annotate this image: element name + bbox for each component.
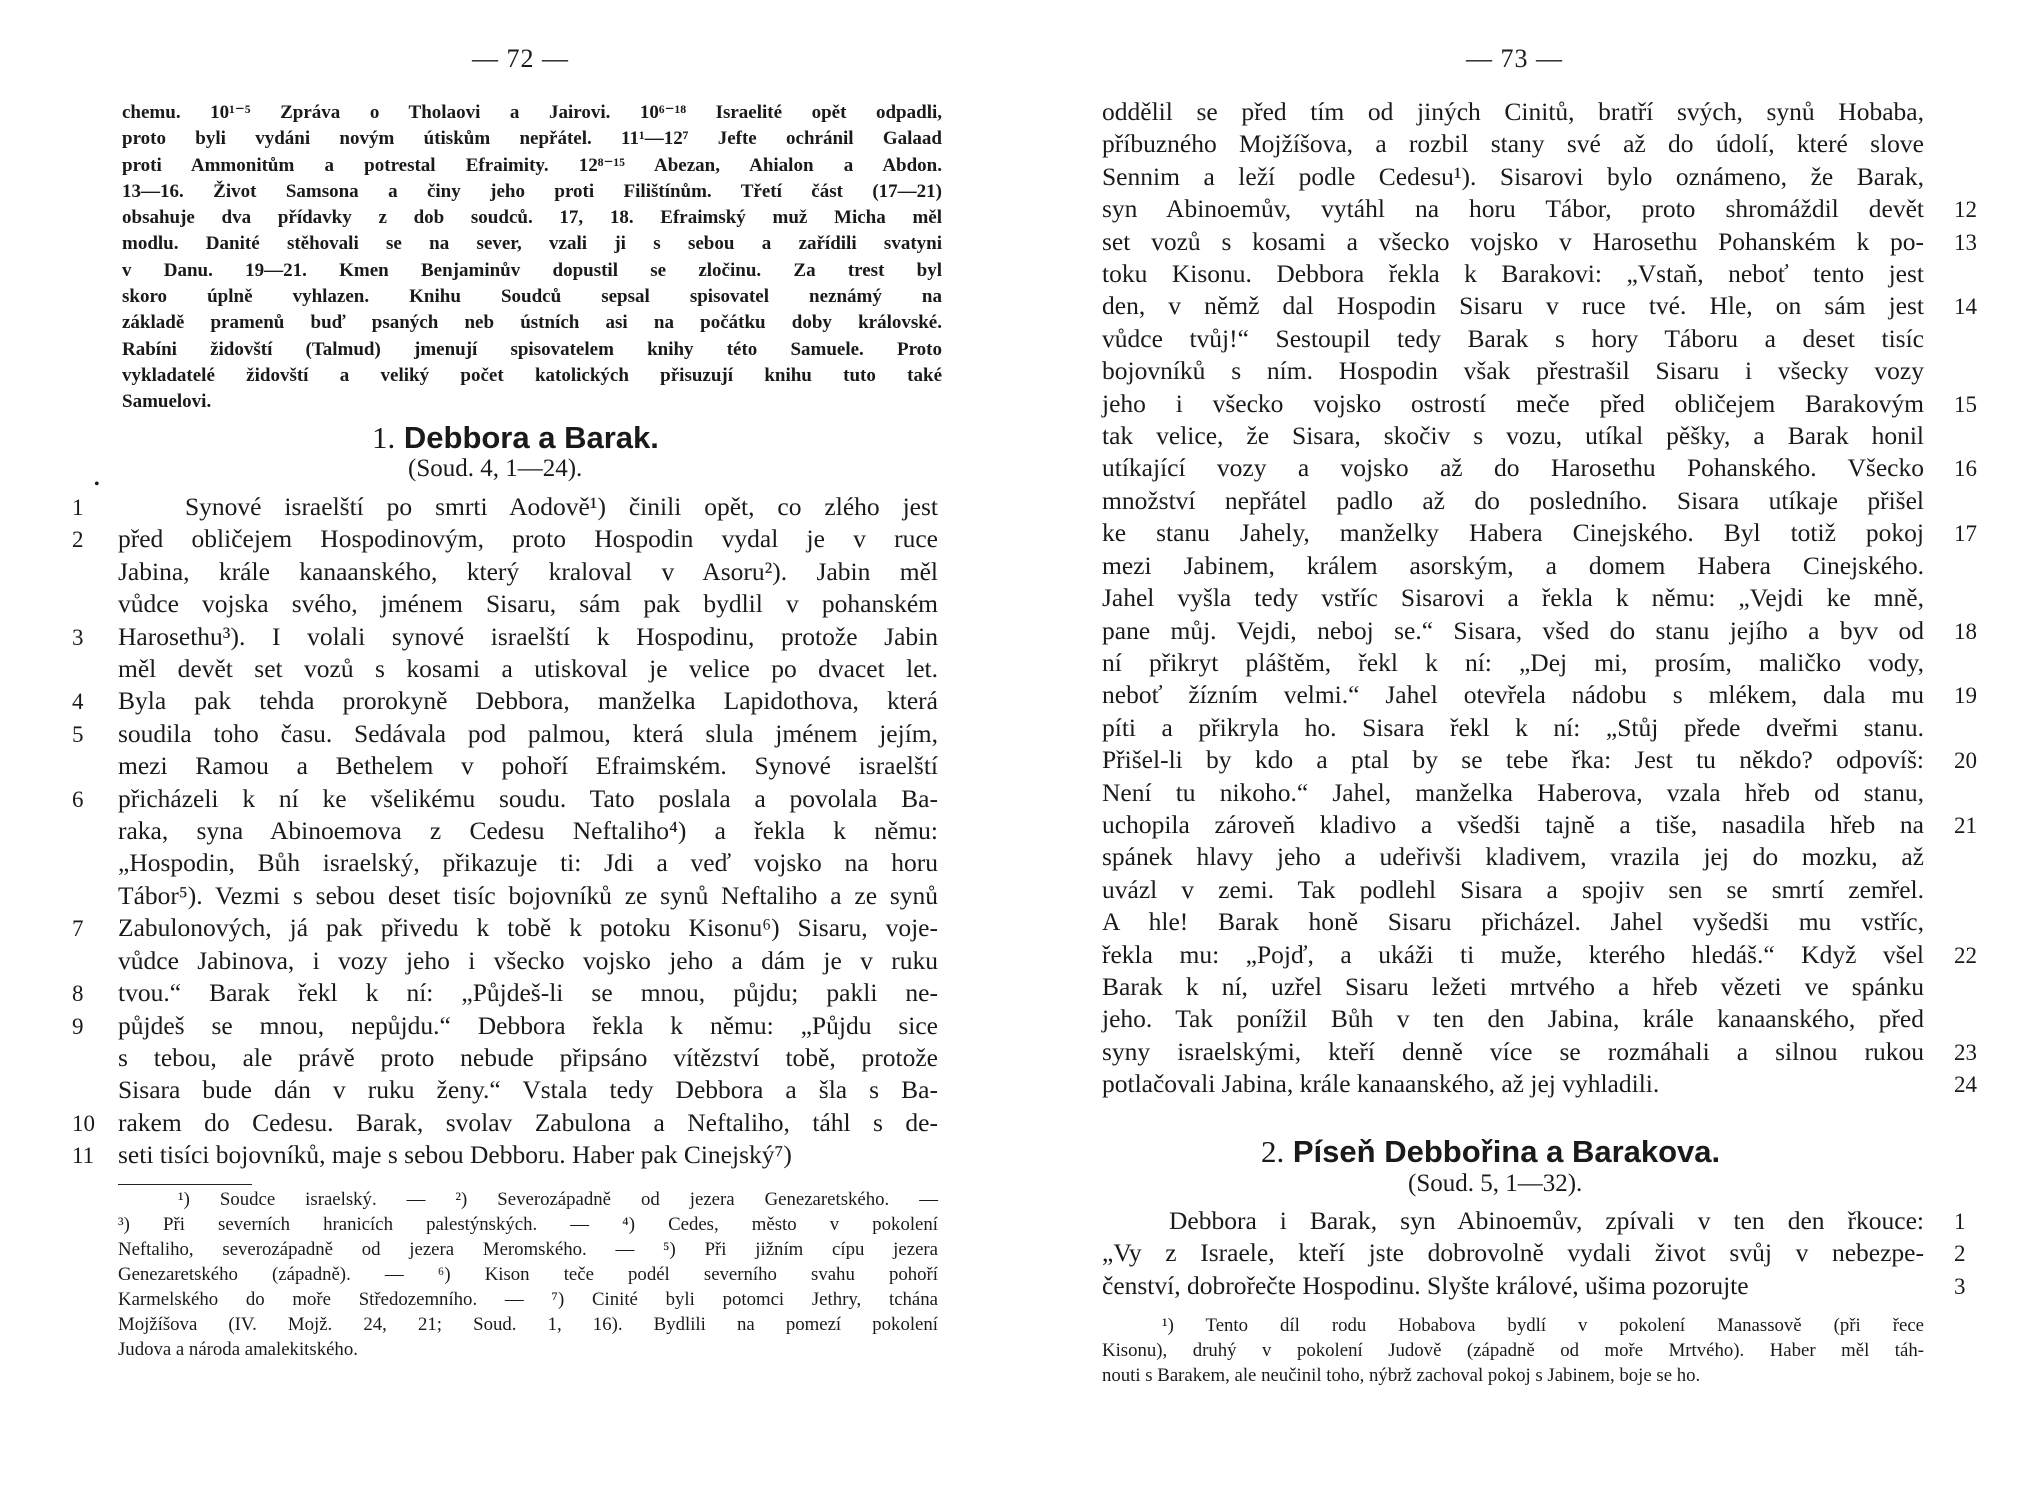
text-line: Mojžíšova (IV. Mojž. 24, 21; Soud. 1, 16). Bydlili na pomezí pokolení: [118, 1314, 938, 1335]
body-text: [72, 491, 938, 1172]
text-line: [1102, 1068, 1977, 1100]
verse-number: 20: [1954, 748, 1977, 774]
line-text: set vozů s kosami a všecko vojsko v Harosethu Pohanském k po-: [1102, 226, 1924, 256]
text-line: [1102, 841, 1924, 873]
text-line: [1102, 485, 1924, 517]
text-line: 13—16. Život Samsona a činy jeho proti Filištínům. Třetí část (17—21): [122, 180, 942, 202]
line-text: raka, syna Abinoemova z Cedesu Neftaliho⁴) a řekla k němu:: [118, 816, 938, 846]
body-text-song: [1102, 1205, 1966, 1302]
line-text: potlačovali Jabina, krále kanaanského, až jej vyhladili.: [1102, 1069, 1660, 1099]
text-line: skoro úplně vyhlazen. Knihu Soudců sepsal spisovatel neznámý na: [122, 286, 942, 308]
text-line: nouti s Barakem, ale neučinil toho, nýbrž zachoval pokoj s Jabinem, boje se ho.: [1102, 1365, 1701, 1386]
line-text: neboť žízním velmi.“ Jahel otevřela nádobu s mlékem, dala mu: [1102, 680, 1924, 710]
footnote-rule: [118, 1184, 252, 1185]
text-line: [72, 783, 938, 815]
margin-mark: •: [94, 476, 100, 493]
text-line: Kisonu), druhý v pokolení Judově (západně od moře Mrtvého). Haber měl táh-: [1102, 1340, 1924, 1361]
line-text: vůdce tvůj!“ Sestoupil tedy Barak s hory Táboru a deset tisíc: [1102, 323, 1924, 353]
verse-number: 3: [1954, 1273, 1966, 1299]
line-text: Jabina, krále kanaanského, který kraloval v Asoru²). Jabin měl: [118, 556, 938, 586]
line-text: Sennim a leží podle Cedesu¹). Sisarovi bylo oznámeno, že Barak,: [1102, 161, 1924, 191]
section-title: [372, 420, 659, 456]
verse-number: 5: [72, 721, 84, 747]
text-line: [72, 718, 938, 750]
line-text: Sisara bude dán v ruku ženy.“ Vstala tedy Debbora a šla s Ba-: [118, 1075, 938, 1105]
text-line: [1102, 517, 1977, 549]
verse-number: 1: [1954, 1209, 1966, 1234]
text-line: [118, 880, 938, 912]
text-line: [118, 556, 938, 588]
intro-summary: [122, 100, 942, 416]
line-text: Zabulonových, já pak přivedu k tobě k potoku Kisonu⁶) Sisaru, voje-: [118, 913, 938, 943]
verse-number: 2: [72, 527, 84, 553]
verse-number: 6: [72, 786, 84, 812]
line-text: Jahel vyšla tedy vstříc Sisarovi a řekla k němu: „Vejdi ke mně,: [1102, 583, 1924, 613]
text-line: [1102, 1237, 1966, 1269]
line-text: uvázl v zemi. Tak podlehl Sisara a spojiv sen se smrtí zemřel.: [1102, 874, 1924, 904]
verse-number: 4: [72, 689, 84, 715]
text-line: chemu. 10¹⁻⁵ Zpráva o Tholaovi a Jairovi. 10⁶⁻¹⁸ Israelité opět odpadli,: [122, 102, 942, 123]
text-line: [1102, 226, 1977, 258]
line-text: píti a přikryla ho. Sisara řekl k ní: „Stůj přede dveřmi stanu.: [1102, 712, 1924, 742]
line-text: mezi Ramou a Bethelem v pohoří Efraimském. Synové israelští: [118, 751, 938, 781]
verse-number: 23: [1954, 1039, 1977, 1065]
line-text: bojovníků s ním. Hospodin však přestrašil Sisaru i všecky vozy: [1102, 356, 1924, 386]
verse-number: 19: [1954, 683, 1977, 709]
line-text: utíkající vozy a vojsko až do Harosethu Pohanského. Všecko: [1102, 453, 1924, 483]
text-line: Rabíni židovští (Talmud) jmenují spisovatelem knihy této Samuele. Proto: [122, 338, 942, 360]
text-line: [1102, 420, 1924, 452]
text-line: [72, 912, 938, 944]
text-line: [1102, 452, 1977, 484]
text-line: [72, 621, 938, 653]
text-line: [1102, 971, 1924, 1003]
line-text: ní přikryt pláštěm, řekl k ní: „Dej mi, prosím, maličko vody,: [1102, 647, 1924, 677]
line-text: před obličejem Hospodinovým, proto Hospodin vydal je v ruce: [118, 524, 938, 554]
line-text: řekla mu: „Pojď, a ukáži ti muže, kterého hledáš.“ Když všel: [1102, 939, 1924, 969]
text-line: [1102, 355, 1924, 387]
text-line: [1102, 582, 1924, 614]
text-line: [1102, 679, 1977, 711]
verse-number: 18: [1954, 618, 1977, 644]
text-line: [1102, 1036, 1977, 1068]
section-reference: (Soud. 4, 1—24).: [408, 455, 583, 482]
text-line: modlu. Danité stěhovali se na sever, vzali ji s sebou a zařídili svatyni: [122, 233, 942, 255]
verse-number: 15: [1954, 391, 1977, 417]
text-line: základě pramenů buď psaných neb ústních asi na počátku doby královské.: [122, 312, 942, 334]
text-line: [1102, 388, 1977, 420]
verse-number: 10: [72, 1110, 95, 1136]
text-line: [1102, 290, 1977, 322]
page-number: — 72 —: [472, 44, 569, 73]
section-title-text: Debbora a Barak.: [403, 420, 659, 455]
text-line: proto byli vydáni novým útiskům nepřátel. 11¹—12⁷ Jefte ochránil Galaad: [122, 128, 942, 150]
text-line: vykladatelé židovští a veliký počet katolických přisuzují knihu tuto také: [122, 364, 942, 386]
line-text: Barak k ní, uzřel Sisaru ležeti mrtvého a hřeb vězeti ve spánku: [1102, 971, 1924, 1001]
verse-number: 11: [72, 1143, 95, 1169]
text-line: [1102, 712, 1924, 744]
text-line: ³) Při severních hranicích palestýnských. — ⁴) Cedes, město v pokolení: [118, 1214, 938, 1235]
section-title: [1261, 1134, 1720, 1170]
text-line: [118, 815, 938, 847]
verse-number: 9: [72, 1013, 84, 1039]
text-line: [1102, 939, 1977, 971]
line-text: A hle! Barak honě Sisaru přicházel. Jahel vyšedši mu vstříc,: [1102, 907, 1924, 937]
line-text: „Vy z Israele, kteří jste dobrovolně vydali život svůj v nebezpe-: [1102, 1238, 1924, 1268]
text-line: [1102, 128, 1924, 160]
line-text: soudila toho času. Sedávala pod palmou, která slula jménem jejím,: [118, 718, 938, 748]
text-line: [1102, 874, 1924, 906]
text-line: obsahuje dva přídavky z dob soudců. 17, 18. Efraimský muž Micha měl: [122, 207, 942, 229]
text-line: [1102, 647, 1924, 679]
line-text: „Hospodin, Bůh israelský, přikazuje ti: Jdi a veď vojsko na horu: [118, 848, 938, 878]
line-text: spánek hlavy jeho a udeřivši kladivem, vrazila jej do mozku, až: [1102, 842, 1924, 872]
text-line: [1102, 777, 1924, 809]
text-line: proti Ammonitům a potrestal Efraimity. 12⁸⁻¹⁵ Abezan, Ahialon a Abdon.: [122, 154, 942, 176]
footnotes: [1102, 1313, 1924, 1388]
line-text: mezi Jabinem, králem asorským, a domem Habera Cinejského.: [1102, 550, 1924, 580]
text-line: [72, 1010, 938, 1042]
verse-number: 24: [1954, 1072, 1977, 1098]
line-text: půjdeš se mnou, nepůjdu.“ Debbora řekla k němu: „Půjdu sice: [118, 1010, 938, 1040]
text-line: [1102, 1205, 1966, 1237]
text-line: [118, 1042, 938, 1074]
text-line: Neftaliho, severozápadně od jezera Meromského. — ⁵) Při jižním cípu jezera: [118, 1239, 938, 1260]
line-text: Není tu nikoho.“ Jahel, manželka Haberova, vzala hřeb od stanu,: [1102, 777, 1924, 807]
line-text: oddělil se před tím od jiných Cinitů, bratří svých, synů Hobaba,: [1102, 97, 1924, 126]
text-line: Judova a národa amalekitského.: [118, 1339, 358, 1360]
text-line: [118, 588, 938, 620]
text-line: [1102, 96, 1924, 128]
verse-number: 13: [1954, 229, 1977, 255]
text-line: [72, 685, 938, 717]
line-text: měl devět set vozů s kosami a utiskoval je velice po dvacet let.: [118, 654, 938, 684]
text-line: [1102, 744, 1977, 776]
text-line: ¹) Tento díl rodu Hobabova bydlí v pokolení Manassově (při řece: [1162, 1315, 1924, 1336]
verse-number: 12: [1954, 197, 1977, 223]
text-line: [1102, 193, 1977, 225]
text-line: [72, 491, 938, 523]
verse-number: 21: [1954, 812, 1977, 838]
section-title-text: Píseň Debbořina a Barakova.: [1292, 1134, 1721, 1169]
verse-number: 7: [72, 916, 84, 942]
line-text: příbuzného Mojžíšova, a rozbil stany své až do údolí, které slove: [1102, 129, 1924, 159]
text-line: [1102, 550, 1924, 582]
text-line: [72, 1107, 938, 1139]
text-line: [1102, 1003, 1924, 1035]
line-text: jeho i všecko vojsko ostrostí meče před obličejem Barakovým: [1102, 388, 1924, 418]
line-text: den, v němž dal Hospodin Sisaru v ruce tvé. Hle, on sám jest: [1102, 291, 1924, 321]
verse-number: 8: [72, 981, 84, 1007]
line-text: přicházeli k ní ke všelikému soudu. Tato poslala a povolala Ba-: [118, 783, 938, 813]
footnotes: [118, 1187, 938, 1362]
page-number: — 73 —: [1466, 44, 1563, 73]
verse-number: 17: [1954, 521, 1977, 547]
text-line: v Danu. 19—21. Kmen Benjaminův dopustil se zločinu. Za trest byl: [122, 259, 942, 281]
line-text: ke stanu Jahely, manželky Habera Cinejského. Byl totiž pokoj: [1102, 518, 1924, 548]
text-line: [118, 1074, 938, 1106]
line-text: Přišel-li by kdo a ptal by se tebe řka: Jest tu někdo? odpovíš:: [1102, 745, 1924, 775]
text-line: [118, 945, 938, 977]
verse-number: 14: [1954, 294, 1977, 320]
text-line: [118, 750, 938, 782]
line-text: toku Kisonu. Debbora řekla k Barakovi: „Vstaň, neboť tento jest: [1102, 259, 1924, 289]
line-text: tak velice, že Sisara, skočiv s vozu, utíkal pěšky, a Barak honil: [1102, 421, 1924, 451]
text-line: [1102, 906, 1924, 938]
line-text: syny israelskými, kteří denně více se rozmáhali a silnou rukou: [1102, 1036, 1924, 1066]
line-text: s tebou, ale právě proto nebude připsáno vítězství tobě, protože: [118, 1042, 938, 1072]
text-line: [1102, 258, 1924, 290]
line-text: rakem do Cedesu. Barak, svolav Zabulona a Neftaliho, táhl s de-: [118, 1107, 938, 1137]
line-text: Harosethu³). I volali synové israelští k Hospodinu, protože Jabin: [118, 621, 938, 651]
line-text: jeho. Tak ponížil Bůh v ten den Jabina, krále kanaanského, před: [1102, 1004, 1924, 1034]
line-text: množství nepřátel padlo až do posledního. Sisara utíkaje přišel: [1102, 485, 1924, 515]
right-page: [1010, 0, 2020, 1500]
text-line: Karmelského do moře Středozemního. — ⁷) Cinité byli potomci Jethry, tchána: [118, 1289, 938, 1310]
verse-number: 1: [72, 495, 84, 520]
line-text: čenství, dobrořečte Hospodinu. Slyšte králové, ušima pozorujte: [1102, 1270, 1749, 1300]
text-line: ¹) Soudce israelský. — ²) Severozápadně od jezera Genezaretského. —: [178, 1189, 938, 1210]
text-line: [118, 653, 938, 685]
text-line: [1102, 323, 1924, 355]
text-line: [72, 977, 938, 1009]
text-line: Samuelovi.: [122, 391, 212, 413]
section-reference: (Soud. 5, 1—32).: [1408, 1170, 1583, 1197]
line-text: uchopila zároveň kladivo a všedši tajně a tiše, nasadila hřeb na: [1102, 809, 1924, 839]
text-line: [1102, 615, 1977, 647]
verse-number: 2: [1954, 1241, 1966, 1267]
line-text: vůdce vojska svého, jménem Sisaru, sám pak bydlil v pohanském: [118, 589, 938, 619]
text-line: [1102, 1270, 1966, 1302]
verse-number: 3: [72, 624, 84, 650]
text-line: [118, 847, 938, 879]
line-text: vůdce Jabinova, i vozy jeho i všecko vojsko jeho a dám je v ruku: [118, 945, 938, 975]
text-line: Genezaretského (západně). — ⁶) Kison teče podél severního svahu pohoří: [118, 1264, 938, 1285]
line-text: Debbora i Barak, syn Abinoemův, zpívali v ten den řkouce:: [1169, 1206, 1924, 1235]
section-number: 2.: [1261, 1134, 1285, 1169]
text-line: [1102, 161, 1924, 193]
verse-number: 16: [1954, 456, 1977, 482]
line-text: Synové israelští po smrti Aodově¹) činili opět, co zlého jest: [185, 492, 938, 521]
body-text: [1102, 96, 1977, 1101]
line-text: Byla pak tehda prorokyně Debbora, manželka Lapidothova, která: [118, 686, 938, 716]
text-line: [72, 523, 938, 555]
text-line: [72, 1139, 938, 1171]
text-line: [1102, 809, 1977, 841]
line-text: syn Abinoemův, vytáhl na horu Tábor, proto shromáždil devět: [1102, 194, 1924, 224]
line-text: pane můj. Vejdi, neboj se.“ Sisara, všed do stanu jejího a byv od: [1102, 615, 1924, 645]
section-number: 1.: [372, 420, 396, 455]
line-text: tvou.“ Barak řekl k ní: „Půjdeš-li se mnou, půjdu; pakli ne-: [118, 978, 938, 1008]
line-text: Tábor⁵). Vezmi s sebou deset tisíc bojovníků ze synů Neftaliho a ze synů: [118, 880, 938, 910]
line-text: seti tisíci bojovníků, maje s sebou Debboru. Haber pak Cinejský⁷): [118, 1140, 792, 1170]
verse-number: 22: [1954, 942, 1977, 968]
